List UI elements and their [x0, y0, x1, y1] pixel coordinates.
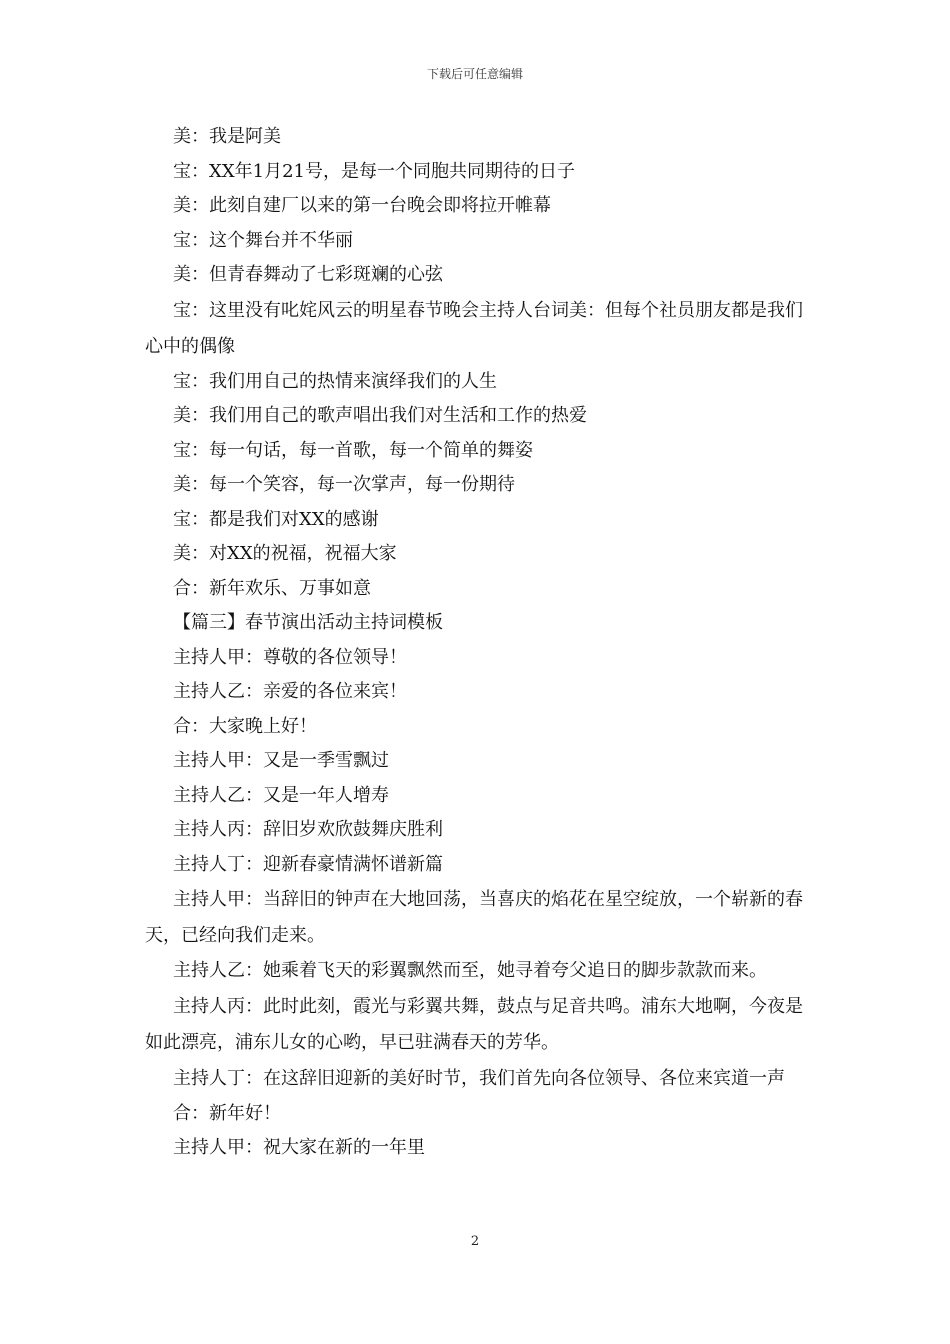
document-body — [145, 120, 810, 1166]
dialogue-line: 主持人乙：又是一年人增寿 — [173, 784, 389, 806]
dialogue-line: 美：每一个笑容，每一次掌声，每一份期待 — [173, 474, 515, 495]
dialogue-line: 主持人乙：亲爱的各位来宾！ — [173, 681, 407, 702]
page-number: 2 — [470, 1234, 480, 1249]
page-header: 下载后可任意编辑 — [426, 67, 523, 81]
dialogue-line: 主持人丁：迎新春豪情满怀谱新篇 — [173, 853, 443, 875]
dialogue-line: 主持人甲：祝大家在新的一年里 — [173, 1137, 425, 1158]
dialogue-line: 美：我是阿美 — [173, 126, 281, 147]
dialogue-line: 主持人丁：在这辞旧迎新的美好时节，我们首先向各位领导、各位来宾道一声 — [173, 1067, 785, 1089]
dialogue-line: 主持人丙：此时此刻，霞光与彩翼共舞，鼓点与足音共鸣。浦东大地啊，今夜是如此漂亮，浦东儿女的心哟，早已驻满春天的芳华。 — [145, 995, 803, 1053]
dialogue-line: 主持人丙：辞旧岁欢欣鼓舞庆胜利 — [173, 819, 443, 840]
dialogue-line: 美：对XX的祝福，祝福大家 — [173, 543, 397, 564]
dialogue-line: 宝：都是我们对XX的感谢 — [173, 508, 379, 530]
dialogue-line: 主持人甲：当辞旧的钟声在大地回荡，当喜庆的焰花在星空绽放，一个崭新的春天，已经向我们走来。 — [145, 889, 803, 946]
dialogue-line: 合：新年好！ — [173, 1102, 281, 1124]
dialogue-line: 主持人甲：又是一季雪飘过 — [173, 750, 389, 771]
section-heading: 【篇三】春节演出活动主持词模板 — [173, 612, 443, 633]
dialogue-line: 美：此刻自建厂以来的第一台晚会即将拉开帷幕 — [173, 195, 551, 216]
dialogue-line: 合：新年欢乐、万事如意 — [173, 577, 371, 599]
dialogue-line: 合：大家晚上好！ — [173, 715, 317, 737]
dialogue-line: 宝：我们用自己的热情来演绎我们的人生 — [173, 370, 497, 392]
dialogue-line: 美：我们用自己的歌声唱出我们对生活和工作的热爱 — [173, 405, 587, 426]
dialogue-line: 宝：XX年1月21号，是每一个同胞共同期待的日子 — [173, 160, 575, 182]
dialogue-line: 宝：这个舞台并不华丽 — [173, 229, 353, 251]
dialogue-line: 宝：这里没有叱姹风云的明星春节晚会主持人台词美：但每个社员朋友都是我们心中的偶像 — [145, 299, 803, 357]
dialogue-line: 主持人甲：尊敬的各位领导！ — [173, 646, 407, 668]
dialogue-line: 宝：每一句话，每一首歌，每一个简单的舞姿 — [173, 439, 533, 461]
dialogue-line: 主持人乙：她乘着飞天的彩翼飘然而至，她寻着夸父追日的脚步款款而来。 — [173, 960, 767, 981]
dialogue-line: 美：但青春舞动了七彩斑斓的心弦 — [173, 264, 443, 285]
